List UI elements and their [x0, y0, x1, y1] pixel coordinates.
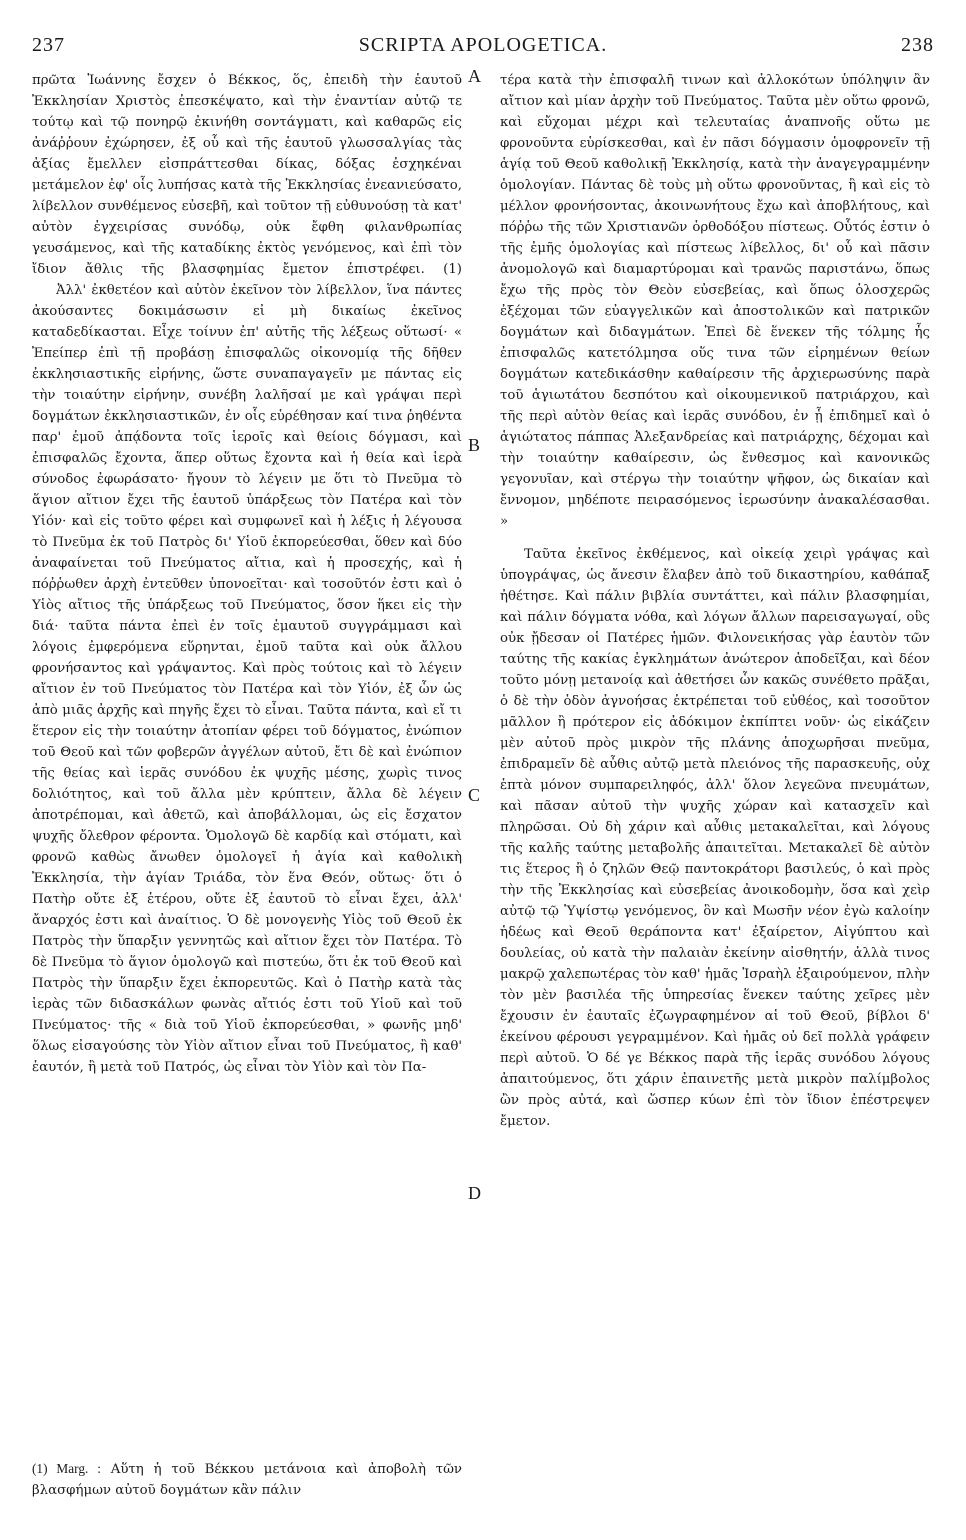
footnote-text: Αὕτη ἡ τοῦ Βέκκου μετάνοια καὶ ἀποβολὴ τῶν βλασφήμων αὐτοῦ δογμάτων κἂν πάλιν — [32, 1462, 463, 1498]
running-head: SCRIPTA APOLOGETICA. — [358, 34, 608, 56]
page-number-right: 238 — [901, 34, 934, 56]
paragraph: Ἀλλ' ἐκθετέον καὶ αὐτὸν ἐκεῖνον τὸν λίβελλον, ἵνα πάντες ἀκούσαντες δοκιμάσωσιν εἰ μὴ δικαίως ἐκεῖνος καταδεδίκασται. Εἶχε τοίνυν ἐπ' αὐτῆς τῆς λέξεως οὕτωσί· « Ἐπείπερ ἐπὶ τῇ προβάσῃ ἐπισφαλῶς οἰκονομίᾳ τῆς δῆθεν ἐκκλησιαστικῆς εἰρήνης, ὥστε συναπαγαγεῖν με πάντας εἰς τὴν τοιαύτην εἰρήνην, συνέβη λαλῆσαί με καὶ γράψαι περὶ δογμάτων ἐκκλησιαστικῶν, ἐν οἷς εὑρέθησαν καί τινα ῥηθέντα παρ' ἐμοῦ ἀπᾴδοντα τοῖς ἱεροῖς καὶ θείοις δόγμασι, καὶ ἐπισφαλῶς ἔχοντα, ἅπερ οὕτως ἔχοντα καὶ ἡ θεία καὶ ἱερὰ σύνοδος ἐφωράσατο· ἤγουν τὸ λέγειν με ὅτι τὸ Πνεῦμα τὸ ἅγιον αἴτιον ἔχει τῆς ἑαυτοῦ ὑπάρξεως τὸν Πατέρα καὶ τὸν Υἱόν· καὶ εἰς τοῦτο φέρει καὶ συμφωνεῖ καὶ ἡ λέξις ἡ λέγουσα τὸ Πνεῦμα ἐκ τοῦ Πατρὸς δι' Υἱοῦ ἐκπορεύεσθαι, ὅθεν καὶ δύο ἀναφαίνεται τοῦ Πνεύματος αἴτια, καὶ ἡ προσεχής, καὶ ἡ πόῤῥωθεν ἀρχὴ ἐντεῦθεν ὑπονοεῖται· καὶ τοσοῦτόν ἐστι καὶ ὁ Υἱὸς αἴτιος τῆς ὑπάρξεως τοῦ Πνεύματος, ὅσον ἥκει εἰς τὴν διά· ταῦτα πάντα ἐπεὶ ἐν τοῖς ἐμαυτοῦ συγγράμμασι καὶ λόγοις ἐμφερόμενα εὕρηνται, ἐμοῦ ταῦτα καὶ οὐκ ἄλλου φρονήσαντος καὶ γράψαντος. Καὶ πρὸς τούτοις καὶ τὸ λέγειν αἴτιον ἐν τοῦ Πνεύματος τὸν Πατέρα καὶ τὸν Υἱόν, ἐξ ὧν ὡς ἀπὸ μιᾶς ἀρχῆς καὶ πηγῆς ἔχει τὸ εἶναι. Ταῦτα πάντα, καὶ εἴ τι ἕτερον εἰς τὴν τοιαύτην ἀτοπίαν φέρει τοῦ δόγματος, ἐνώπιον τοῦ Θεοῦ καὶ τῶν φοβερῶν ἀγγέλων αὐτοῦ, ἔτι δὲ καὶ ἐνώπιον τῆς θείας καὶ ἱερᾶς συνόδου ἐκ ψυχῆς μέσης, χωρὶς τινος δολιότητος, καὶ τοῦ ἄλλα μὲν κρύπτειν, ἄλλα δὲ λέγειν ἀποτρέπομαι, καὶ ἀθετῶ, καὶ ἀποβάλλομαι, ὡς εἰς ἔσχατον ψυχῆς ὄλεθρον φέροντα. Ὁμολογῶ δὲ καρδίᾳ καὶ στόματι, καὶ φρονῶ καθὼς ἄνωθεν ὁμολογεῖ ἡ ἁγία καὶ καθολικὴ Ἐκκλησία, τὴν ἁγίαν Τριάδα, τὸν ἕνα Θεόν, οὕτως· ὅτι ὁ Πατὴρ οὔτε ἐξ ἑτέρου, οὔτε ἐξ ἑαυτοῦ τὸ εἶναι ἔχει, ἀλλ' ἄναρχός ἐστι καὶ ἀναίτιος. Ὁ δὲ μονογενὴς Υἱὸς τοῦ Θεοῦ ἐκ Πατρὸς τὴν ὕπαρξιν γεννητῶς καὶ αἴτιον ἔχει τὸν Πατέρα. Τὸ δὲ Πνεῦμα τὸ ἅγιον ὁμολογῶ καὶ πιστεύω, ὅτι ἐκ τοῦ Θεοῦ καὶ Πατρὸς τὴν ὕπαρξιν ἔχει ἐκπορευτῶς. Καὶ ὁ Πατὴρ κατὰ τὰς ἱερὰς τῶν διδασκάλων φωνὰς αἴτιός ἐστι τοῦ Υἱοῦ καὶ τοῦ Πνεύματος· τῆς « διὰ τοῦ Υἱοῦ ἐκπορεύεσθαι, » φωνῆς μηδ' ὅλως εἰσαγούσης τὸν Υἱὸν αἴτιον εἶναι τοῦ Πνεύματος, ἢ καθ' ἑαυτόν, ἢ μετὰ τοῦ Πατρός, ὡς εἶναι τὸν Υἱὸν καὶ τὸν Πα- — [32, 283, 462, 1075]
left-column — [32, 70, 462, 1078]
right-column — [500, 70, 930, 1132]
margin-marker-a: A — [468, 66, 481, 86]
page-header — [32, 34, 934, 60]
page-number-left: 237 — [32, 34, 65, 56]
paragraph: πρῶτα Ἰωάννης ἔσχεν ὁ Βέκκος, ὅς, ἐπειδὴ τὴν ἑαυτοῦ Ἐκκλησίαν Χριστὸς ἐπεσκέψατο, καὶ τὴν ἐναντίαν αὐτῷ τε τούτῳ καὶ τῷ πονηρῷ ἐκινήθη σοντάγματι, καὶ καθαρῶς εἰς ἀνάῤῥουν ἐχώρησεν, ἐξ οὗ καὶ τῆς ἑαυτοῦ γλωσσαλγίας τὰς ἀξίας ἔμελλεν εἰσπράττεσθαι δίκας, δόξας ἐσχηκέναι μετάμελον ἐφ' οἷς λυπήσας κατὰ τῆς Ἐκκλησίας ἐνεανιεύσατο, λίβελλον συνθέμενος εὐσεβῆ, καὶ τοῦτον τῇ εὐθυνούσῃ τὰ κατ' αὐτὸν ἐγχειρίσας συνόδῳ, οὐκ ἔφθη φιλανθρωπίας γευσάμενος, καὶ τῆς καταδίκης ἐκτὸς γενόμενος, καὶ ἐπὶ τὸν ἴδιον ἄθλις τῆς βλασφημίας ἔμετον ἐπιστρέφει. (1) — [32, 73, 462, 277]
margin-marker-b: B — [468, 435, 481, 455]
paragraph: Ταῦτα ἐκεῖνος ἐκθέμενος, καὶ οἰκείᾳ χειρὶ γράψας καὶ ὑπογράψας, ὡς ἄνεσιν ἔλαβεν ἀπὸ τοῦ δικαστηρίου, καθάπαξ ἠθέτησε. Καὶ πάλιν βιβλία συντάττει, καὶ πάλιν βλασφημίαι, καὶ πάλιν δόγματα νόθα, καὶ λόγων ἄλλων παρεισαγωγαί, οὓς οὐκ ᾔδεσαν οἱ Πατέρες ἡμῶν. Φιλονεικήσας γὰρ ἑαυτὸν τῶν ταύτης τῆς κακίας ἐγκλημάτων ἀνώτερον ἀποδεῖξαι, καὶ δέον τοῦτο μόνῃ μετανοίᾳ καὶ ἀθετήσει ὧν κακῶς συνέθετο πρᾶξαι, ὁ δὲ τὴν ὁδὸν ἀγνοήσας ἐκτρέπεται τοῦ εὐθέος, καὶ τοσοῦτον μᾶλλον ἢ πρότερον εἰς ἀδόκιμον ἐκπίπτει νοῦν· ὡς εἰκάζειν μὲν αὐτοῦ πρὸς μικρὸν τῆς πλάνης ἀποχωρῆσαι πνεῦμα, ἐπιδραμεῖν δὲ αὖθις αὐτῷ μετὰ πλειόνος τῆς παρασκευῆς, οὐχ ἑπτὰ μόνον συμπαρειληφός, ἀλλ' ὅλον λεγεῶνα πνευμάτων, καὶ πᾶσαν αὐτοῦ τὴν ψυχῆς χώραν καὶ κατασχεῖν καὶ πληρῶσαι. Οὐ δὴ χάριν καὶ αὖθις μετακαλεῖται, καὶ λόγους τῆς καλῆς ταύτης μεταβολῆς ἀπαιτεῖται. Μετακαλεῖ δὲ αὐτὸν τις ἕτερος ἢ ὁ ζηλῶν Θεῷ παντοκράτορι βασιλεύς, ὁ καὶ πρὸς τὴν τῆς Ἐκκλησίας καὶ εὐσεβείας ἀνοικοδομὴν, ὅσα καὶ χεὶρ αὐτῷ τῷ Ὑψίστῳ γενόμενος, ὃν καὶ Μωσῆν νέον ἐγὼ καλοίην ἡδέως καὶ Θεοῦ θεράποντα κατ' ἐξαίρετον, Αἰγύπτου καὶ δουλείας, οὐ κατὰ τὴν παλαιὰν ἐκείνην αἰσθητήν, ἀλλὰ τινος μακρῷ χαλεπωτέρας τὸν καθ' ἡμᾶς Ἰσραὴλ ἐξαιρούμενον, πλὴν τὸν μὲν βασιλέα τῆς ὑπηρεσίας ἕνεκεν ταύτης χεῖρες μὲν ἔχουσιν ἐν ἑαυταῖς ἐζωγραφημένον αἱ τοῦ Θεοῦ, βίβλοι δ' ἐκείνου φέρουσι γεγραμμένον. Καὶ ἡμᾶς οὐ δεῖ πολλὰ γράφειν περὶ αὐτοῦ. Ὁ δέ γε Βέκκος παρὰ τῆς ἱερᾶς συνόδου λόγους ἀπαιτούμενος, ὅτι χάριν ἐπαινετῆς μετὰ μικρὸν παλίμβολος ὢν πρὸς αὐτά, καὶ ὥσπερ κύων ἐπὶ τὸν ἴδιον ἐπέστρεψεν ἔμετον. — [500, 547, 930, 1129]
margin-marker-c: C — [468, 785, 481, 805]
footnote — [32, 1458, 462, 1501]
margin-marker-d: D — [468, 1183, 481, 1203]
footnote-number: (1) Marg. : — [32, 1461, 101, 1476]
paragraph: τέρα κατὰ τὴν ἐπισφαλῆ τινων καὶ ἀλλοκότων ὑπόληψιν ἂν αἴτιον καὶ μίαν ἀρχὴν τοῦ Πνεύματος. Ταῦτα μὲν οὕτω φρονῶ, καὶ εὔχομαι μέχρι καὶ τελευταίας ἀναπνοῆς οὕτω με φρονοῦντα εὑρίσκεσθαι, καὶ ἐν πᾶσι δόγμασιν ὁμοφρονεῖν τῇ ἁγίᾳ τοῦ Θεοῦ καθολικῇ Ἐκκλησίᾳ, κατὰ τὴν ἀναγεγραμμένην ὁμολογίαν. Πάντας δὲ τοὺς μὴ οὕτω φρονοῦντας, ἢ καὶ εἰς τὸ μέλλον φρονήσοντας, ἀκοινωνήτους ἔχω καὶ ἀποβλήτους, καὶ πόῤῥω τῆς τῶν Χριστιανῶν ὀρθοδόξου πίστεως. Οὗτός ἐστιν ὁ τῆς ἐμῆς ὁμολογίας καὶ πίστεως λίβελλος, δι' οὗ καὶ πᾶσιν ἀνομολογῶ καὶ διαμαρτύρομαι καὶ τρανῶς παριστάνω, ὅπως ἔχω τῆς πρὸς τὸν Θεὸν εὐσεβείας, καὶ ὅπως ὁλοσχερῶς ἐξέχομαι τῶν εὐαγγελικῶν καὶ ἀποστολικῶν καὶ πατρικῶν δογμάτων καὶ διδαγμάτων. Ἐπεὶ δὲ ἕνεκεν τῆς τόλμης ἧς ἐπισφαλῶς κατετόλμησα οὕς τινα τῶν εἰρημένων θείων δογμάτων κατεδικάσθην καθαίρεσιν τῆς ἀρχιερωσύνης παρὰ τοῦ ἁγιωτάτου δεσπότου καὶ οἰκουμενικοῦ πατριάρχου, καὶ τῆς περὶ αὐτὸν θείας καὶ ἱερᾶς συνόδου, ἐν ᾗ ἐπιδημεῖ καὶ ὁ ἁγιώτατος πάππας Ἀλεξανδρείας καὶ πατριάρχης, δέχομαι καὶ τὴν τοιαύτην καθαίρεσιν, ὡς ἔνθεσμος καὶ κανονικῶς γεγονυῖαν, καὶ στέργω τὴν τοιαύτην ψῆφον, ὡς δικαίαν καὶ ἔννομον, μηδέποτε πειρασόμενος ἱερωσύνην ἀνακαλέσασθαι. » — [500, 73, 930, 529]
